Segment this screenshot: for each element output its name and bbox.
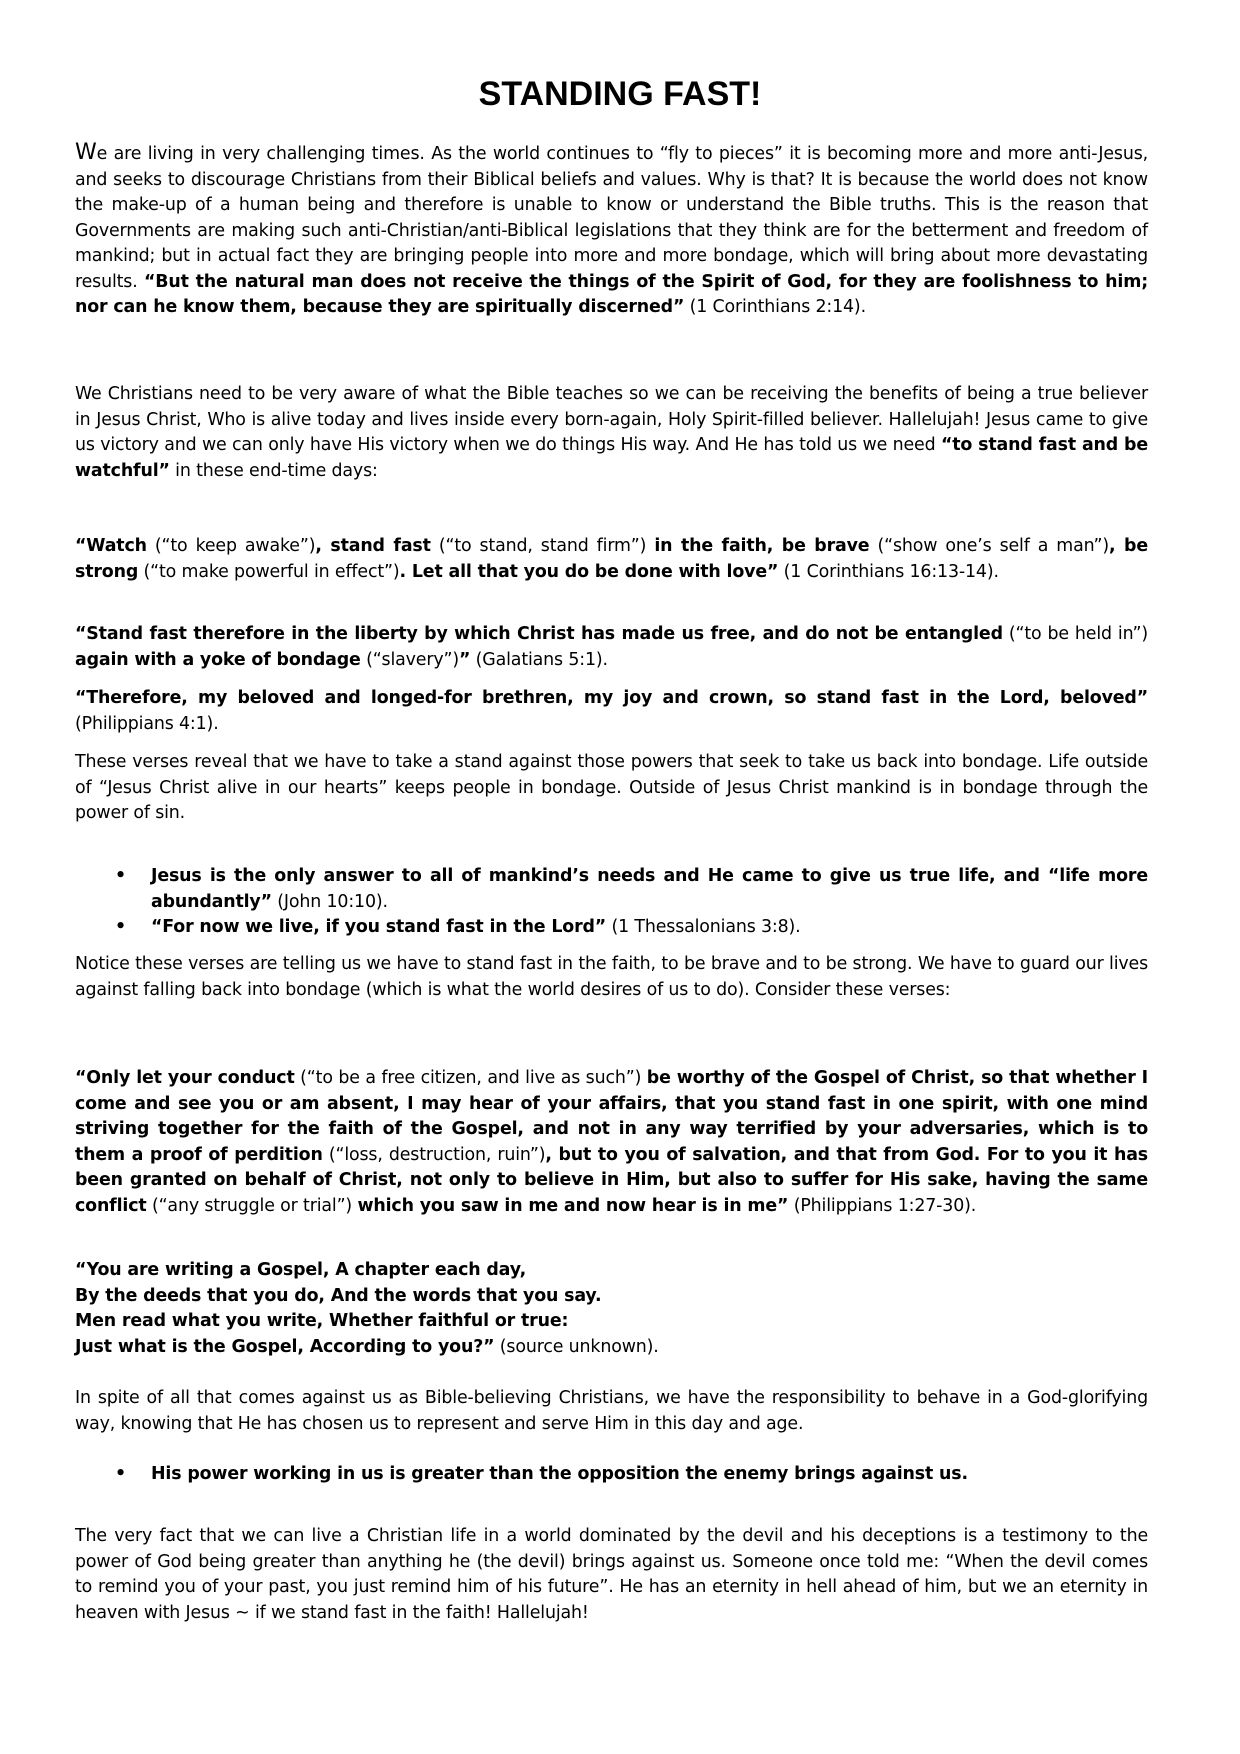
bullet-text: His power working in us is greater than the opposition the enemy brings against us.: [151, 1464, 968, 1484]
definition: (“slavery”): [360, 649, 459, 670]
definition: (“loss, destruction, ruin”): [322, 1144, 546, 1165]
scripture-reference: (1 Thessalonians 3:8).: [606, 917, 801, 937]
poem-source: (source unknown).: [494, 1336, 659, 1357]
poem-line-text: By the deeds that you do, And the words that you say.: [75, 1285, 602, 1306]
paragraph-verses-reveal: [75, 750, 1148, 827]
paragraph-galatians-verse: [75, 622, 1148, 673]
paragraph-text: These verses reveal that we have to take a stand against those powers that seek to take us back into bondage. Life outside of “Jesus Christ alive in our hearts” keeps people in bondage. Outside of Jesus Christ mankind is in bondage through the power of sin.: [75, 752, 1148, 823]
scripture-quote: “to stand fast and be watchful”: [75, 435, 1148, 481]
bullet-item: [75, 1462, 1148, 1488]
paragraph-very-fact: [75, 1524, 1148, 1626]
quote-part: ”: [459, 649, 471, 670]
scripture-reference: (1 Corinthians 16:13-14).: [778, 561, 999, 582]
paragraph-text: e are living in very challenging times. As the world continues to “fly to pieces” it is becoming more and more anti-Jesus, and seeks to discourage Christians from their Biblical beliefs and values. Why is that? It is because the world does not know the make-up of a human being and therefore is unable to know or understand the Bible truths. This is the reason that Governments are making such anti-Christian/anti-Biblical legislations that they think are for the betterment and freedom of mankind; but in actual fact they are bringing people into more and more bondage, which will bring about more devastating results.: [75, 144, 1148, 292]
bullet-list-power: [75, 1462, 1148, 1488]
scripture-reference: (Philippians 1:27-30).: [788, 1195, 977, 1216]
paragraph-philippians-4-verse: [75, 686, 1148, 737]
paragraph-in-spite: [75, 1386, 1148, 1437]
paragraph-intro: [75, 140, 1148, 321]
poem-line: [75, 1258, 1148, 1284]
bullet-item: [75, 915, 1148, 941]
scripture-quote: Jesus is the only answer to all of mankind’s needs and He came to give us true life, and “life more abundantly”: [151, 866, 1148, 912]
poem-line: [75, 1284, 1148, 1310]
quote-part: in the faith, be brave: [654, 536, 870, 556]
poem-line-text: Men read what you write, Whether faithful or true:: [75, 1311, 569, 1331]
scripture-reference: (1 Corinthians 2:14).: [684, 297, 866, 317]
bullet-icon: •: [115, 866, 126, 886]
scripture-quote: “Therefore, my beloved and longed-for brethren, my joy and crown, so stand fast in the Lord, beloved”: [75, 688, 1148, 708]
quote-part: “Stand fast therefore in the liberty by which Christ has made us free, and do not be entangled: [75, 624, 1003, 644]
scripture-quote: “But the natural man does not receive the things of the Spirit of God, for they are foolishness to him; nor can he know them, because they are spiritually discerned”: [75, 271, 1148, 317]
paragraph-text-end: in these end-time days:: [169, 460, 378, 481]
scripture-reference: (Galatians 5:1).: [470, 649, 608, 670]
paragraph-text: The very fact that we can live a Christian life in a world dominated by the devil and his deceptions is a testimony to the power of God being greater than anything he (the devil) brings against us. Someone once told me: “When the devil comes to remind you of your past, you just remind him of his future”. He has an eternity in hell ahead of him, but we an eternity in heaven with Jesus ~ if we stand fast in the faith! Hallelujah!: [75, 1526, 1148, 1623]
paragraph-text: In spite of all that comes against us as Bible-believing Christians, we have the responsibility to behave in a God-glorifying way, knowing that He has chosen us to represent and serve Him in this day and age.: [75, 1388, 1148, 1434]
poem-line: [75, 1335, 1148, 1361]
quote-part: again with a yoke of bondage: [75, 649, 361, 670]
quote-part: be worthy of the Gospel of Christ, so that whether I come and see you or am absent, I may hear of your affairs, that you stand fast in one spirit, with one mind striving together for the faith of the Gospel, and not in any way terrified by your adversaries, which is to them a proof of perdition: [75, 1068, 1149, 1165]
paragraph-watch-verse: [75, 534, 1148, 585]
definition: (“show one’s self a man”): [869, 536, 1110, 556]
paragraph-text: We Christians need to be very aware of what the Bible teaches so we can be receiving the benefits of being a true believer in Jesus Christ, Who is alive today and lives inside every born-again, Holy Spirit-filled believer. Hallelujah! Jesus came to give us victory and we can only have His victory when we do things His way. And He has told us we need: [75, 384, 1148, 455]
paragraph-notice-verses: [75, 952, 1148, 1003]
quote-part: . Let all that you do be done with love”: [399, 561, 779, 582]
scripture-quote: “For now we live, if you stand fast in the Lord”: [151, 917, 607, 937]
poem: [75, 1258, 1148, 1360]
quote-part: “Only let your conduct: [75, 1068, 295, 1088]
bullet-icon: •: [115, 1464, 126, 1484]
poem-line-text: Just what is the Gospel, According to you?”: [75, 1336, 495, 1357]
bullet-item: [75, 864, 1148, 915]
definition: (“to be held in”): [1002, 624, 1148, 644]
page-title: STANDING FAST!: [478, 75, 762, 113]
bullet-icon: •: [115, 917, 126, 937]
definition: (“to be a free citizen, and live as such”): [294, 1068, 647, 1088]
paragraph-christians-aware: [75, 382, 1148, 484]
quote-part: , stand fast: [315, 536, 431, 556]
initial-letter: W: [75, 140, 97, 165]
definition: (“to stand, stand firm”): [430, 536, 655, 556]
paragraph-text: Notice these verses are telling us we have to stand fast in the faith, to be brave and to be strong. We have to guard our lives against falling back into bondage (which is what the world desires of us to do). Consider these verses:: [75, 954, 1148, 1000]
quote-part: which you saw in me and now hear is in me”: [357, 1195, 789, 1216]
quote-part: , be strong: [75, 536, 1148, 582]
quote-part: “Watch: [75, 536, 147, 556]
poem-line-text: “You are writing a Gospel, A chapter each day,: [75, 1260, 527, 1280]
bullet-list-life: [75, 864, 1148, 941]
definition: (“to keep awake”): [146, 536, 316, 556]
definition: (“to make powerful in effect”): [138, 561, 400, 582]
paragraph-philippians-1-verse: [75, 1066, 1148, 1219]
quote-part: , but to you of salvation, and that from God. For to you it has been granted on behalf of Christ, not only to believe in Him, but also to suffer for His sake, having the same conflict: [75, 1144, 1149, 1216]
definition: (“any struggle or trial”): [146, 1195, 358, 1216]
scripture-reference: (John 10:10).: [271, 891, 388, 912]
poem-line: [75, 1309, 1148, 1335]
scripture-reference: (Philippians 4:1).: [75, 713, 219, 734]
